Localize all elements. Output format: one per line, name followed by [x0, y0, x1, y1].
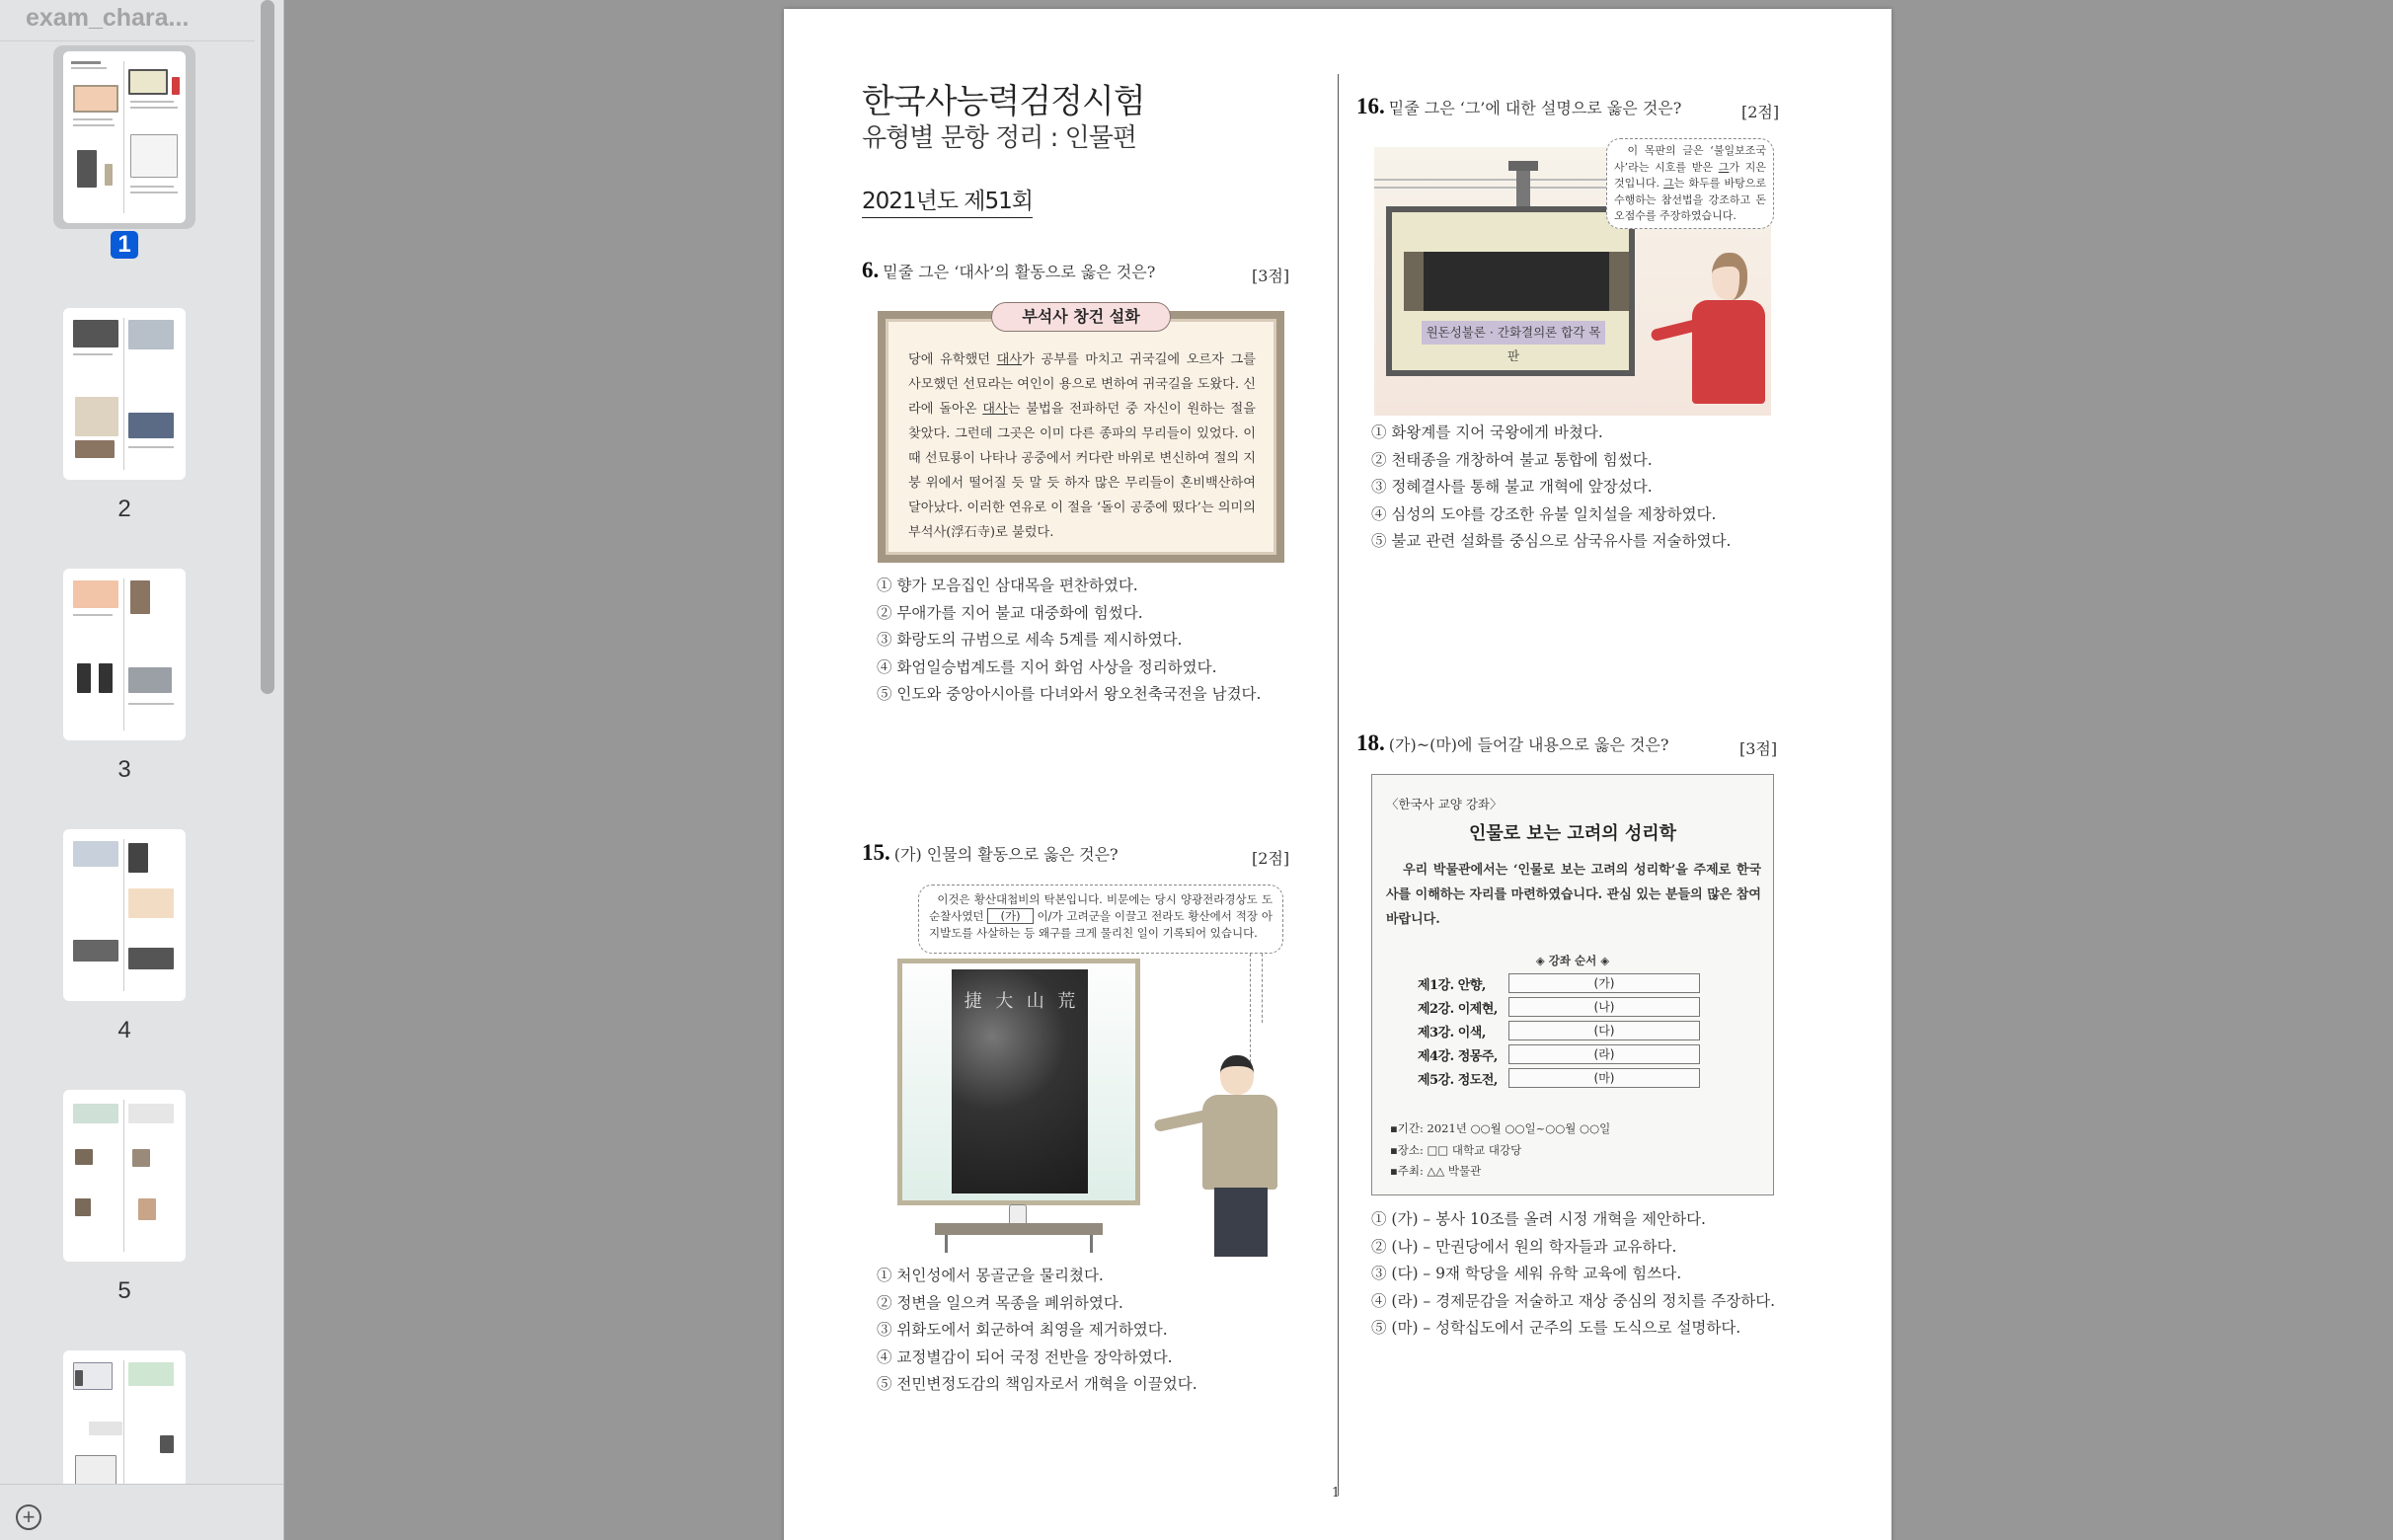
document-title: exam_chara... [0, 0, 255, 41]
thumbnail-page-4[interactable] [53, 823, 195, 1007]
stele-rubbing-image: 捷 大 山 荒 [952, 969, 1088, 1194]
notice-kicker: 〈한국사 교양 강좌〉 [1386, 797, 1503, 811]
notice-info: ▪기간: 2021년 ○○월 ○○일~○○월 ○○일 ▪장소: □□ 대학교 대강당 ▪주최: △△ 박물관 [1390, 1121, 1611, 1178]
female-presenter-illustration [1686, 253, 1771, 416]
lecture-row: 제5강. 정도전, (마) [1418, 1067, 1700, 1089]
option-2[interactable]: ② (나) – 만권당에서 원의 학자들과 교유하다. [1371, 1237, 1677, 1256]
document-subheading: 유형별 문항 정리 : 인물편 [862, 123, 1136, 153]
question-prompt: (가)~(마)에 들어갈 내용으로 옳은 것은? [1388, 735, 1669, 754]
underlined-term: 그 [1663, 177, 1674, 190]
story-box-title: 부석사 창건 설화 [991, 302, 1171, 332]
image-caption: 원돈성불론 · 간화결의론 합각 목판 [1422, 321, 1605, 345]
exam-round: 2021년도 제51회 [862, 183, 1033, 218]
speech-bubble: 이것은 황산대첩비의 탁본입니다. 비문에는 당시 양광전라경상도 도순찰사였던 (가) 이/가 고려군을 이끌고 전라도 황산에서 적장 아지발도를 사살하는 등 왜구를 크게 물리친 일이 기록되어 있습니다. [918, 885, 1283, 954]
option-3[interactable]: ③ 위화도에서 회군하여 최영을 제거하였다. [877, 1321, 1168, 1339]
option-5[interactable]: ⑤ 불교 관련 설화를 중심으로 삼국유사를 저술하였다. [1371, 532, 1732, 550]
question-points: [3점] [1739, 739, 1778, 758]
option-3[interactable]: ③ (다) – 9재 학당을 세워 유학 교육에 힘쓰다. [1371, 1265, 1682, 1282]
underlined-term: 대사 [996, 352, 1023, 367]
blank-ga: (가) [987, 908, 1033, 924]
column-divider [1338, 74, 1339, 1496]
answer-options [877, 1263, 1197, 1399]
answer-options [1371, 420, 1731, 556]
thumbnail-page-3[interactable] [53, 563, 195, 746]
thumbnail-sidebar [0, 0, 284, 1540]
lecture-blank: (나) [1508, 997, 1700, 1017]
page-label-5[interactable]: 5 [117, 1277, 131, 1304]
option-5[interactable]: ⑤ 전민변정도감의 책임자로서 개혁을 이끌었다. [877, 1375, 1197, 1393]
page-label-3[interactable]: 3 [117, 756, 131, 783]
option-1[interactable]: ① 화왕계를 지어 국왕에게 바쳤다. [1371, 424, 1603, 441]
speech-bubble: 이 목판의 글은 ‘불일보조국사’라는 시호를 받은 그가 지은 것입니다. 그는 화두를 바탕으로 수행하는 참선법을 강조하고 돈오점수를 주장하였습니다. [1606, 138, 1774, 229]
tv-screen [1386, 206, 1635, 376]
page-label-1[interactable]: 1 [53, 231, 195, 259]
document-page [784, 9, 1891, 1540]
question-number: 15. [862, 840, 890, 865]
option-2[interactable]: ② 무애가를 지어 불교 대중화에 힘썼다. [877, 603, 1143, 622]
thumbnail-page-2[interactable] [53, 302, 195, 486]
option-1[interactable]: ① (가) – 봉사 10조를 올려 시정 개혁을 제안하다. [1371, 1210, 1706, 1228]
lecture-blank: (다) [1508, 1021, 1700, 1040]
option-2[interactable]: ② 천태종을 개창하여 불교 통합에 힘썼다. [1371, 450, 1653, 469]
question-prompt: (가) 인물의 활동으로 옳은 것은? [893, 845, 1119, 864]
lecture-row: 제1강. 안향, (가) [1418, 972, 1700, 994]
option-3[interactable]: ③ 정혜결사를 통해 불교 개혁에 앞장섰다. [1371, 478, 1653, 496]
page-label-2[interactable]: 2 [117, 496, 131, 522]
underlined-term: 대사 [982, 402, 1008, 417]
option-3[interactable]: ③ 화랑도의 규범으로 세속 5계를 제시하였다. [877, 631, 1183, 649]
lecture-blank: (가) [1508, 973, 1700, 993]
question-number: 18. [1356, 731, 1385, 755]
male-presenter-illustration [1198, 1055, 1283, 1257]
answer-options [877, 573, 1261, 709]
lecture-row: 제3강. 이색, (다) [1418, 1020, 1700, 1041]
page-number: 1 [1332, 1486, 1341, 1501]
lectures-heading: ◈ 강좌 순서 ◈ [1535, 954, 1610, 967]
lecture-row: 제2강. 이제현, (나) [1418, 996, 1700, 1018]
lecture-row: 제4강. 정몽주, (라) [1418, 1043, 1700, 1065]
lecture-blank: (라) [1508, 1044, 1700, 1064]
question-6-header [862, 258, 1155, 283]
question-points: [3점] [1252, 267, 1290, 285]
question-16-header [1356, 94, 1681, 119]
notice-title: 인물로 보는 고려의 성리학 [1468, 823, 1677, 844]
question-prompt: 밑줄 그은 ‘대사’의 활동으로 옳은 것은? [883, 263, 1156, 281]
option-1[interactable]: ① 향가 모음집인 삼대목을 편찬하였다. [877, 577, 1138, 594]
option-2[interactable]: ② 정변을 일으켜 목종을 폐위하였다. [877, 1293, 1123, 1312]
option-4[interactable]: ④ 화엄일승법계도를 지어 화엄 사상을 정리하였다. [877, 657, 1217, 676]
lecture-notice [1371, 774, 1774, 1195]
question-number: 16. [1356, 94, 1385, 118]
question-prompt: 밑줄 그은 ‘그’에 대한 설명으로 옳은 것은? [1388, 99, 1682, 117]
add-icon[interactable]: + [16, 1504, 41, 1530]
answer-options [1371, 1206, 1775, 1343]
underlined-term: 그 [1718, 160, 1730, 174]
option-4[interactable]: ④ 교정별감이 되어 국정 전반을 장악하였다. [877, 1348, 1173, 1366]
page-label-4[interactable]: 4 [117, 1017, 131, 1043]
question-18-header [1356, 731, 1668, 756]
thumbnail-page-5[interactable] [53, 1084, 195, 1268]
question-points: [2점] [1252, 849, 1290, 868]
lecture-blank: (마) [1508, 1068, 1700, 1088]
woodblock-image [1404, 252, 1629, 311]
question-points: [2점] [1741, 103, 1780, 121]
thumbnail-page-1[interactable] [53, 45, 195, 229]
document-heading: 한국사능력검정시험 [862, 82, 1145, 121]
table-illustration [935, 1223, 1103, 1235]
sidebar-scrollbar[interactable] [261, 0, 274, 694]
option-4[interactable]: ④ 심성의 도야를 강조한 유불 일치설을 제창하였다. [1371, 504, 1717, 523]
option-4[interactable]: ④ (라) – 경제문감을 저술하고 재상 중심의 정치를 주장하다. [1371, 1291, 1776, 1310]
question-15-header [862, 840, 1119, 866]
sidebar-footer [0, 1484, 284, 1540]
option-1[interactable]: ① 처인성에서 몽골군을 물리쳤다. [877, 1267, 1104, 1284]
story-box: 당에 유학했던 대사가 공부를 마치고 귀국길에 오르자 그를 사모했던 선묘라는 여인이 용으로 변하여 귀국길을 도왔다. 신라에 돌아온 대사는 불법을 전파하던 중 자신이 원하는 절을 찾았다. 그런데 그곳은 이미 다른 종파의 무리들이 있었다. 이때 선묘룡이 나타나 공중에서 커다란 바위로 변신하여 절의 지붕 위에서 떨어질 듯 말 듯 하자 많은 무리들이 혼비백산하여 달아났다. 이러한 연유로 이 절을 ‘돌이 공중에 떴다’는 의미의 부석사(浮石寺)로 불렀다. [878, 311, 1284, 563]
option-5[interactable]: ⑤ 인도와 중앙아시아를 다녀와서 왕오천축국전을 남겼다. [877, 685, 1262, 703]
question-number: 6. [862, 258, 880, 282]
option-5[interactable]: ⑤ (마) – 성학십도에서 군주의 도를 도식으로 설명하다. [1371, 1319, 1741, 1337]
notice-body: 우리 박물관에서는 ‘인물로 보는 고려의 성리학’을 주제로 한국사를 이해하는 자리를 마련하였습니다. 관심 있는 분들의 많은 참여 바랍니다. [1386, 863, 1762, 927]
projection-screen [897, 959, 1140, 1205]
